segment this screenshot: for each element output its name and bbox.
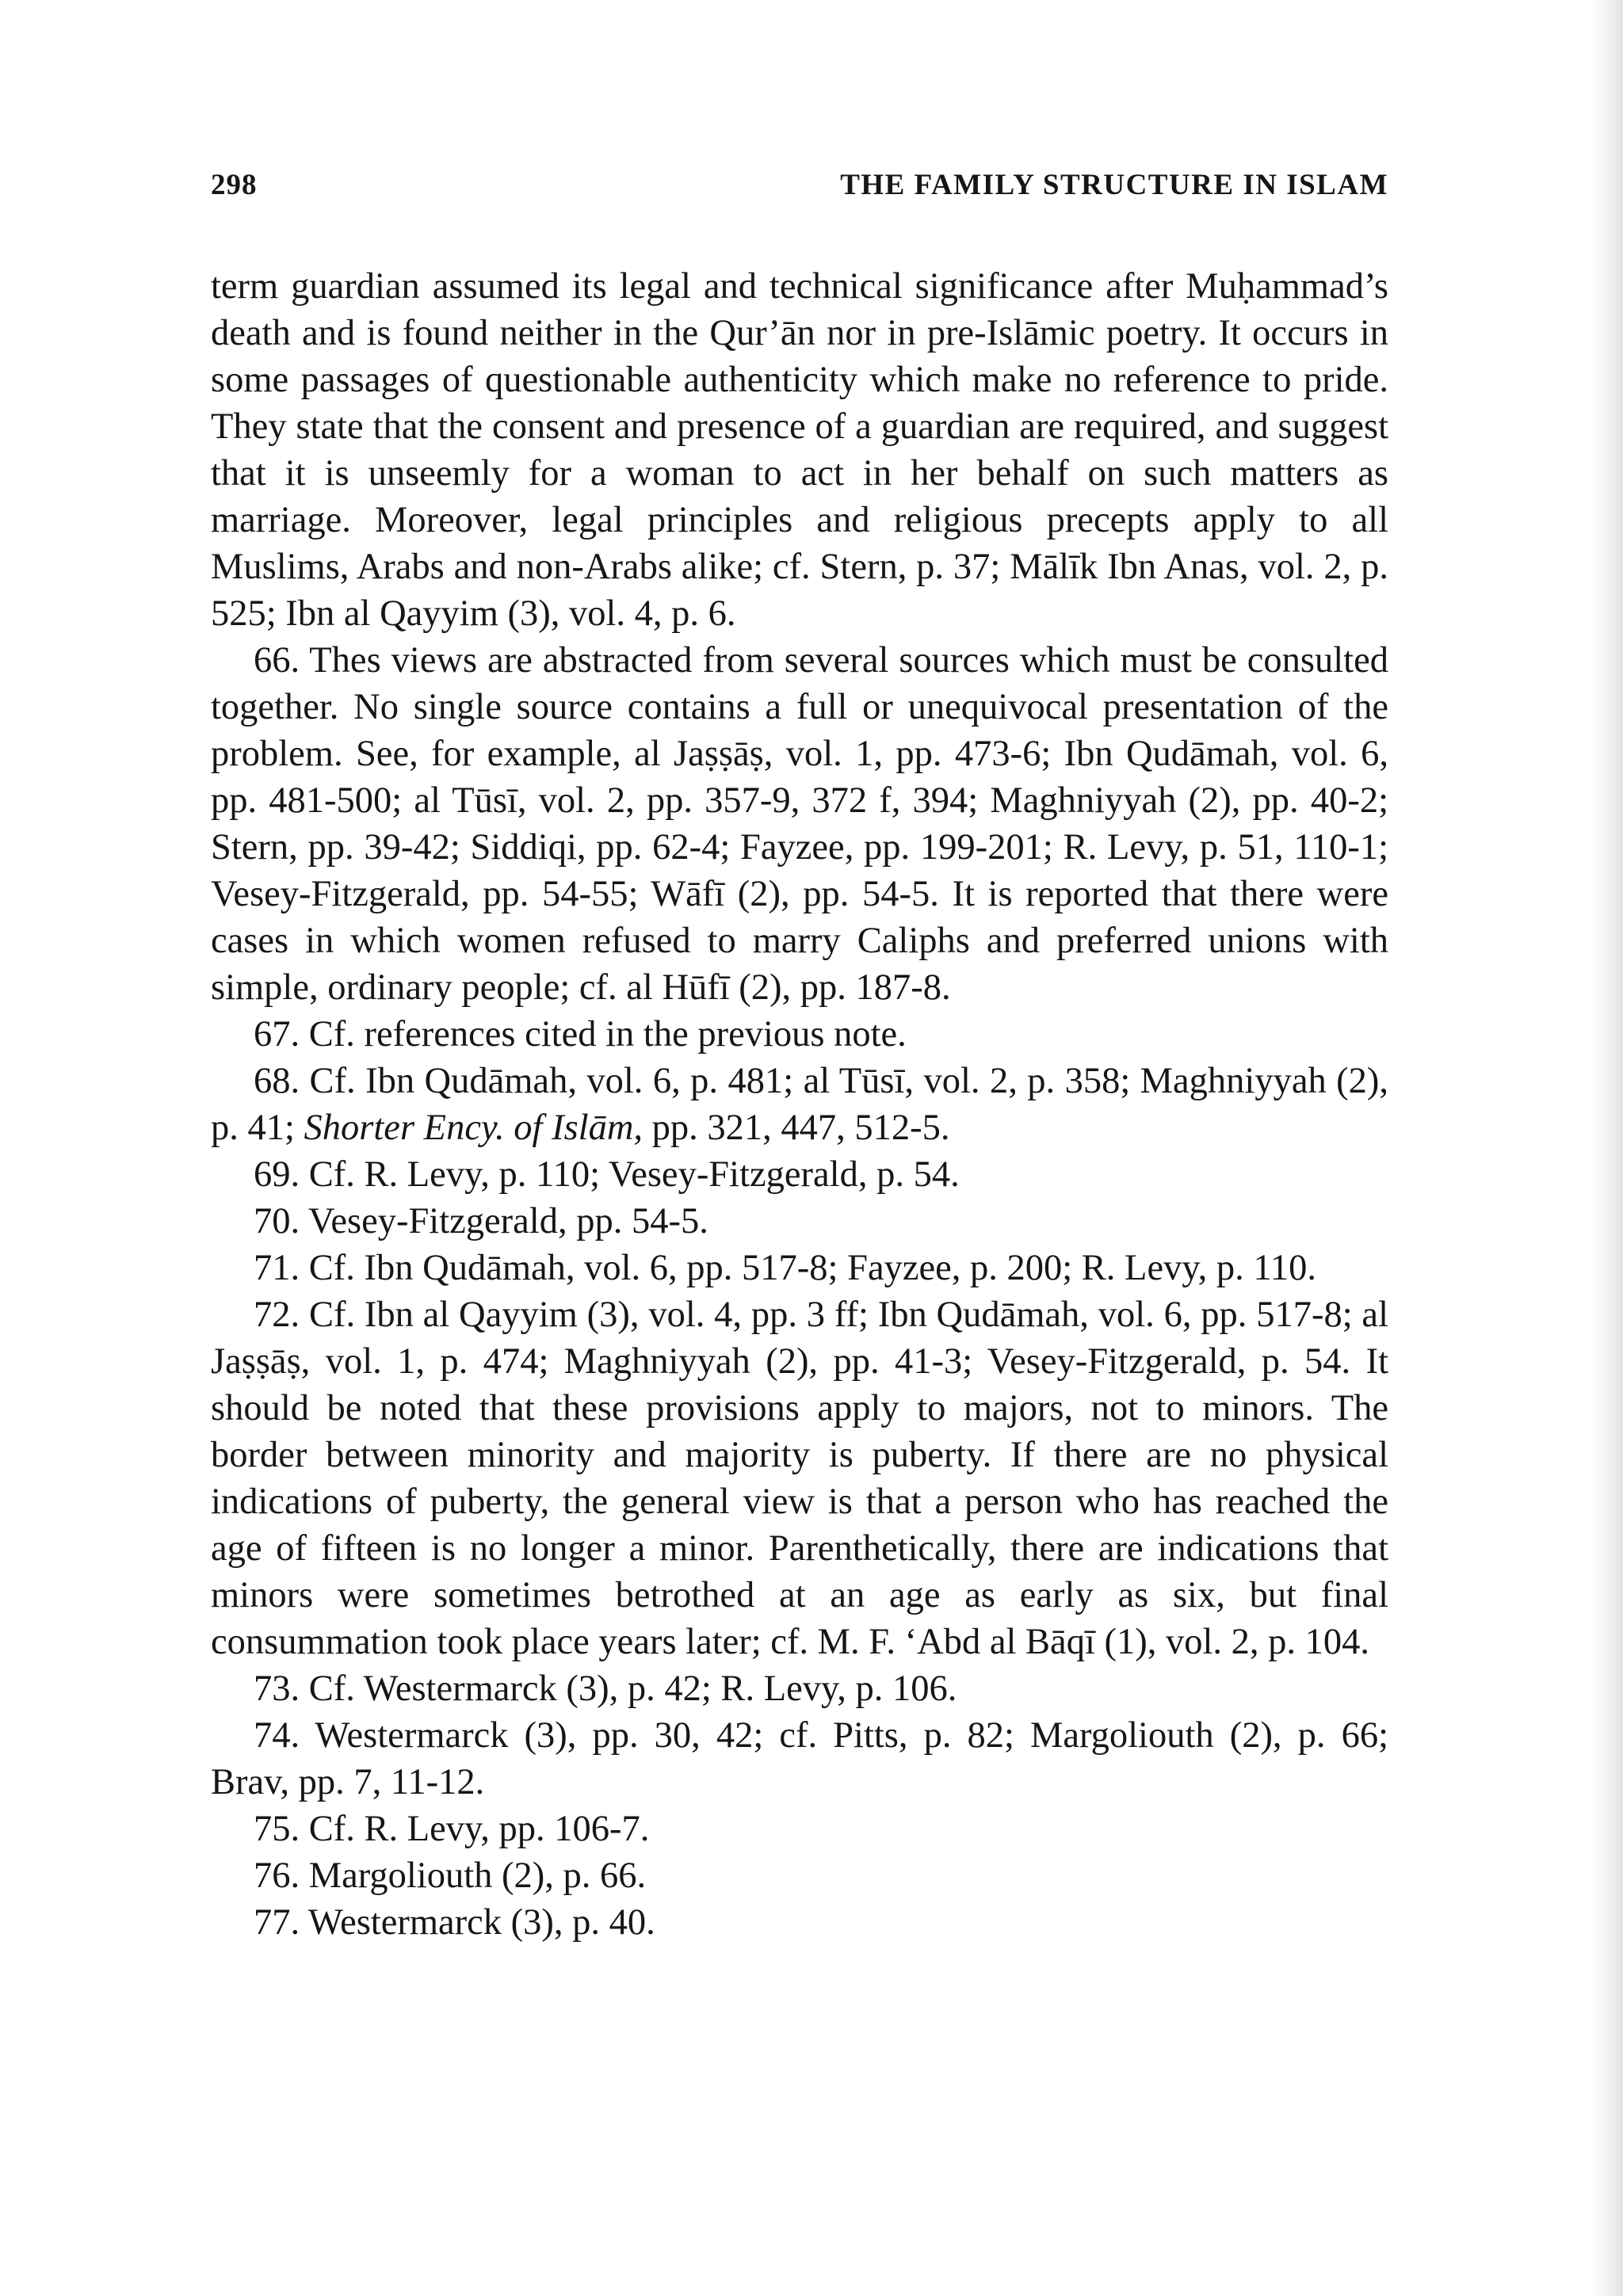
running-title: THE FAMILY STRUCTURE IN ISLAM	[840, 169, 1388, 201]
note-71: 71. Cf. Ibn Qudāmah, vol. 6, pp. 517-8; Fayzee, p. 200; R. Levy, p. 110.	[254, 1248, 1316, 1288]
note-75: 75. Cf. R. Levy, pp. 106-7.	[254, 1809, 650, 1849]
note-68-text-end: pp. 321, 447, 512-5.	[643, 1108, 950, 1148]
running-header	[211, 168, 1388, 208]
note-70: 70. Vesey-Fitzgerald, pp. 54-5.	[254, 1201, 708, 1241]
page-edge-shadow	[1590, 0, 1623, 2296]
continued-note-paragraph: term guardian assumed its legal and technical significance after Muḥammad’s death and is found neither in the Qur’ān nor in pre-Islāmic poetry. It occurs in some passages of questionable authenticity which make no reference to pride. They state that the consent and presence of a guardian are required, and suggest that it is unseemly for a woman to act in her behalf on such matters as marriage. Moreover, legal principles and religious precepts apply to all Muslims, Arabs and non-Arabs alike; cf. Stern, p. 37; Mālīk Ibn Anas, vol. 2, p. 525; Ibn al Qayyim (3), vol. 4, p. 6.	[211, 266, 1388, 634]
note-72: 72. Cf. Ibn al Qayyim (3), vol. 4, pp. 3 ff; Ibn Qudāmah, vol. 6, pp. 517-8; al Jaṣṣāṣ, vol. 1, p. 474; Maghniyyah (2), pp. 41-3; Vesey-Fitzgerald, p. 54. It should be noted that these provisions apply to majors, not to minors. The border between minority and majority is puberty. If there are no physical indications of puberty, the general view is that a person who has reached the age of fifteen is no longer a minor. Parenthetically, there are indications that minors were sometimes betrothed at an age as early as six, but final consummation took place years later; cf. M. F. ‘Abd al Bāqī (1), vol. 2, p. 104.	[211, 1295, 1388, 1662]
note-76: 76. Margoliouth (2), p. 66.	[254, 1855, 647, 1896]
note-68-italic-title: Shorter Ency. of Islām,	[304, 1108, 643, 1148]
note-66: 66. Thes views are abstracted from several sources which must be consulted together. No single source contains a full or unequivocal presentation of the problem. See, for example, al Jaṣṣāṣ, vol. 1, pp. 473-6; Ibn Qudāmah, vol. 6, pp. 481-500; al Tūsī, vol. 2, pp. 357-9, 372 f, 394; Maghniyyah (2), pp. 40-2; Stern, pp. 39-42; Siddiqi, pp. 62-4; Fayzee, pp. 199-201; R. Levy, p. 51, 110-1; Vesey-Fitzgerald, pp. 54-55; Wāfī (2), pp. 54-5. It is reported that there were cases in which women refused to marry Caliphs and preferred unions with simple, ordinary people; cf. al Hūfī (2), pp. 187-8.	[211, 640, 1388, 1008]
note-69: 69. Cf. R. Levy, p. 110; Vesey-Fitzgerald, p. 54.	[254, 1154, 960, 1195]
note-67: 67. Cf. references cited in the previous note.	[254, 1014, 907, 1055]
note-68	[211, 1058, 1388, 1151]
page-number: 298	[211, 169, 258, 201]
note-77: 77. Westermarck (3), p. 40.	[254, 1902, 655, 1943]
notes-text-block	[211, 263, 1388, 1946]
note-74: 74. Westermarck (3), pp. 30, 42; cf. Pitts, p. 82; Margoliouth (2), p. 66; Brav, pp. 7, 11-12.	[211, 1715, 1388, 1802]
note-73: 73. Cf. Westermarck (3), p. 42; R. Levy, p. 106.	[254, 1669, 957, 1709]
note-68-text-start: 68. Cf. Ibn Qudāmah, vol. 6, p. 481; al Tūsī, vol. 2, p. 358; Maghniyyah (2), p. 41;	[211, 1061, 1388, 1148]
